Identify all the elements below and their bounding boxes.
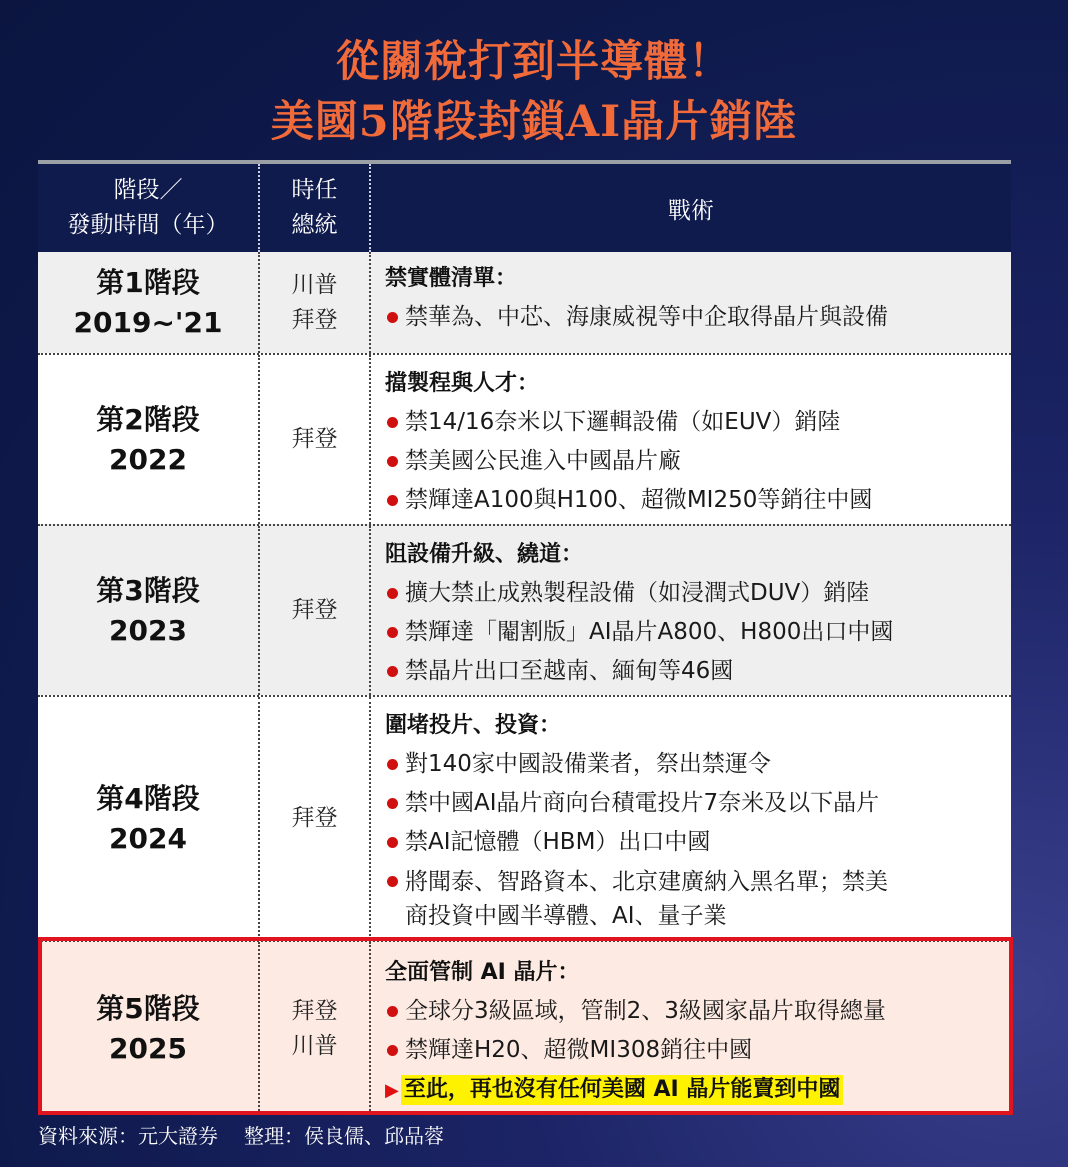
tactics-cell	[369, 355, 1011, 524]
president-name: 拜登	[291, 426, 338, 452]
bullet-dot-icon	[387, 837, 398, 848]
bullet-dot-icon	[387, 1006, 398, 1017]
stage-cell	[38, 942, 258, 1115]
stage-year: 2022	[109, 442, 187, 476]
tactic-item: 禁輝達「閹割版」AI晶片A800、H800出口中國	[385, 616, 1011, 648]
table-row-stage5	[38, 940, 1011, 1115]
president-cell	[258, 355, 369, 524]
header-president-line1: 時任	[291, 177, 338, 203]
header-stage-line2: 發動時間（年）	[67, 212, 229, 238]
footer-source	[38, 1122, 444, 1150]
president-name: 拜登	[291, 997, 338, 1024]
tactic-item: 對140家中國設備業者，祭出禁運令	[385, 748, 1011, 780]
tactic-item: 禁輝達H20、超微MI308銷往中國	[385, 1034, 1011, 1066]
tactics-heading: 阻設備升級、繞道：	[385, 542, 584, 567]
table-row-stage4	[38, 695, 1011, 940]
stage-label: 第1階段	[96, 265, 200, 299]
tactic-item: 全球分3級區域，管制2、3級國家晶片取得總量	[385, 995, 1011, 1027]
tactic-item: 將聞泰、智路資本、北京建廣納入黑名單；禁美 商投資中國半導體、AI、量子業	[385, 865, 1011, 933]
stage-label: 第5階段	[96, 991, 200, 1025]
table-row-stage3	[38, 524, 1011, 695]
president-name: 拜登	[291, 306, 338, 333]
tactics-cell	[369, 526, 1011, 695]
header-president-line2: 總統	[291, 212, 338, 238]
conclusion	[385, 1075, 843, 1105]
bullet-dot-icon	[387, 759, 398, 770]
header-stage-line1: 階段／	[113, 177, 183, 203]
tactics-heading: 擋製程與人才：	[385, 371, 540, 396]
bullet-dot-icon	[387, 495, 398, 506]
triangle-right-icon: ▶	[385, 1079, 399, 1101]
president-name: 川普	[291, 271, 338, 298]
president-cell	[258, 942, 369, 1115]
header-stage	[38, 164, 258, 252]
stage-year: 2024	[109, 821, 187, 855]
stage-label: 第4階段	[96, 781, 200, 815]
editor-credit: 整理：侯良儒、邱品蓉	[244, 1124, 444, 1148]
president-cell	[258, 697, 369, 940]
tactics-cell	[369, 942, 1011, 1115]
stage-year: 2025	[109, 1031, 187, 1065]
bullet-dot-icon	[387, 876, 398, 887]
stage-cell	[38, 252, 258, 353]
tactics-cell	[369, 252, 1011, 353]
president-name: 川普	[291, 1032, 338, 1059]
bullet-dot-icon	[387, 417, 398, 428]
header-president	[258, 164, 369, 252]
bullet-dot-icon	[387, 312, 398, 323]
page-title-line2: 美國5階段封鎖AI晶片銷陸	[270, 97, 798, 147]
tactics-heading: 全面管制 AI 晶片：	[385, 960, 580, 985]
tactic-item: 禁14/16奈米以下邏輯設備（如EUV）銷陸	[385, 406, 1011, 438]
source-credit: 資料來源：元大證券	[38, 1124, 218, 1148]
stage-cell	[38, 697, 258, 940]
page-title-line1: 從關稅打到半導體！	[336, 37, 732, 87]
table-row-stage2	[38, 353, 1011, 524]
stage-cell	[38, 355, 258, 524]
tactics-table	[38, 160, 1011, 1115]
bullet-dot-icon	[387, 1045, 398, 1056]
header-tactics: 戰術	[369, 164, 1011, 252]
stage-label: 第3階段	[96, 573, 200, 607]
tactic-item: 禁華為、中芯、海康威視等中企取得晶片與設備	[385, 301, 1011, 333]
bullet-dot-icon	[387, 666, 398, 677]
stage-cell	[38, 526, 258, 695]
tactics-cell	[369, 697, 1011, 940]
tactic-item: 擴大禁止成熟製程設備（如浸潤式DUV）銷陸	[385, 577, 1011, 609]
tactics-heading: 圍堵投片、投資：	[385, 713, 562, 738]
tactic-item: 禁美國公民進入中國晶片廠	[385, 445, 1011, 477]
bullet-dot-icon	[387, 798, 398, 809]
conclusion-text: 至此，再也沒有任何美國 AI 晶片能賣到中國	[401, 1075, 844, 1105]
tactic-item: 禁晶片出口至越南、緬甸等46國	[385, 655, 1011, 687]
tactic-item: 禁輝達A100與H100、超微MI250等銷往中國	[385, 484, 1011, 516]
president-name: 拜登	[291, 597, 338, 623]
tactics-heading: 禁實體清單：	[385, 266, 518, 291]
table-header	[38, 164, 1011, 252]
tactic-item: 禁中國AI晶片商向台積電投片7奈米及以下晶片	[385, 787, 1011, 819]
president-name: 拜登	[291, 805, 338, 831]
bullet-dot-icon	[387, 627, 398, 638]
bullet-dot-icon	[387, 588, 398, 599]
president-cell	[258, 526, 369, 695]
bullet-dot-icon	[387, 456, 398, 467]
stage-label: 第2階段	[96, 402, 200, 436]
tactic-item: 禁AI記憶體（HBM）出口中國	[385, 826, 1011, 858]
table-row-stage1	[38, 252, 1011, 353]
president-cell	[258, 252, 369, 353]
stage-year: 2023	[109, 613, 187, 647]
stage-year: 2019~'21	[73, 305, 223, 339]
